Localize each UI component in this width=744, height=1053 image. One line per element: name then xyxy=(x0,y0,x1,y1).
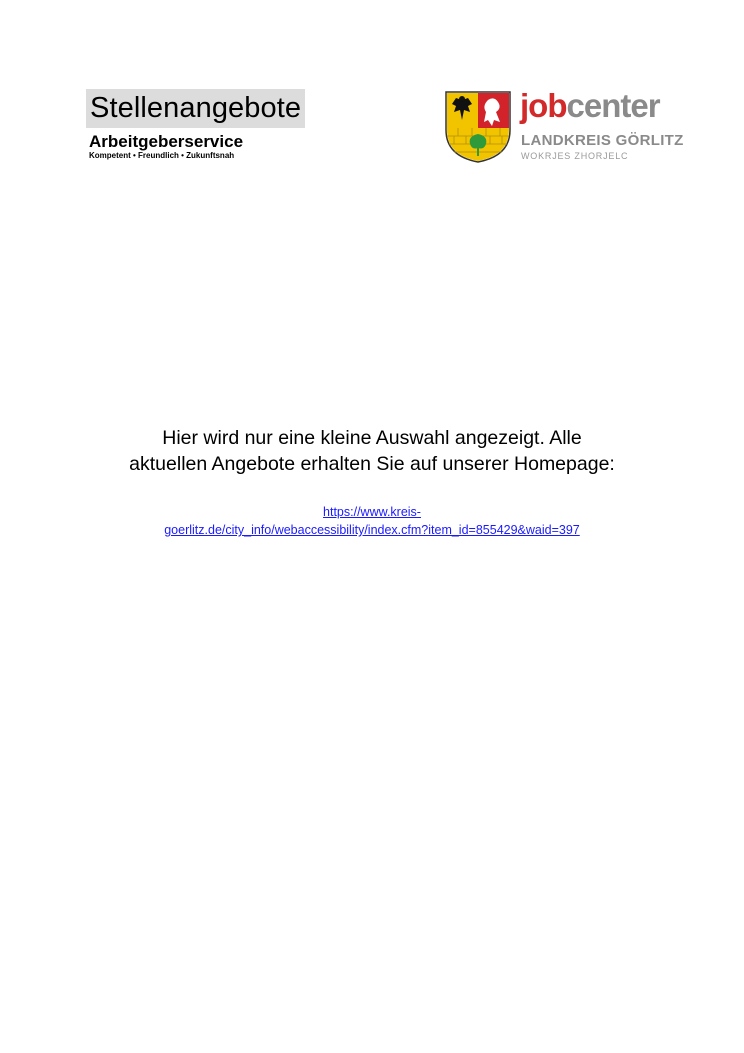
header-block xyxy=(86,89,305,161)
homepage-link[interactable] xyxy=(0,503,744,539)
tagline: Kompetent • Freundlich • Zukunftsnah xyxy=(89,151,235,160)
brand-wordmark xyxy=(520,86,660,126)
logo-text xyxy=(520,88,688,168)
notice-text xyxy=(0,425,744,477)
notice-line-2: aktuellen Angebote erhalten Sie auf unserer Homepage: xyxy=(129,453,615,475)
brand-job: job xyxy=(520,87,567,124)
notice-line-1: Hier wird nur eine kleine Auswahl angezeigt. Alle xyxy=(162,427,582,449)
brand-region: LANDKREIS GÖRLITZ xyxy=(521,132,684,149)
page-subtitle: Arbeitgeberservice xyxy=(89,132,244,151)
brand-region-sorbian: WOKRJES ZHORJELC xyxy=(521,151,629,161)
brand-center: center xyxy=(566,87,660,124)
coat-of-arms-icon xyxy=(444,90,512,164)
homepage-link-line-2[interactable]: goerlitz.de/city_info/webaccessibility/index.cfm?item_id=855429&waid=397 xyxy=(164,523,580,537)
homepage-link-line-1[interactable]: https://www.kreis- xyxy=(323,505,421,519)
jobcenter-logo xyxy=(444,88,688,168)
page-title: Stellenangebote xyxy=(86,89,305,128)
